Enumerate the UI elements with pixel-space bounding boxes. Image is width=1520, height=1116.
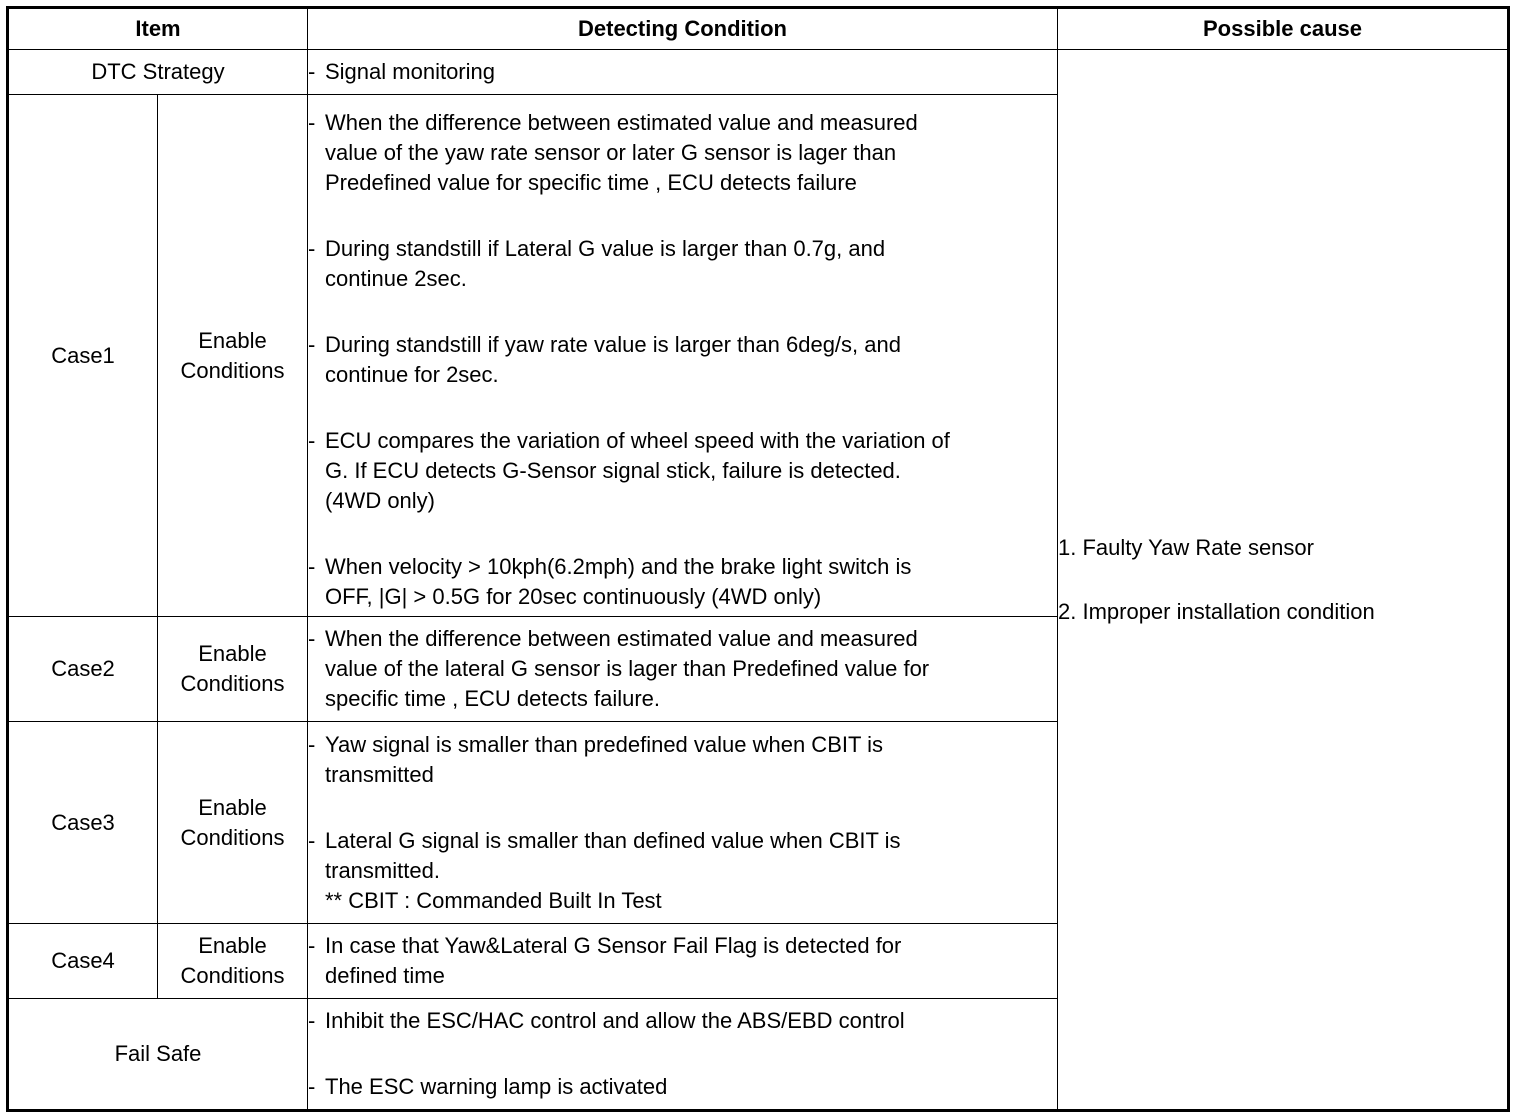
- sub-label-line: Conditions: [180, 671, 285, 696]
- enable-conditions-label: [158, 617, 308, 722]
- condition-text: Yaw signal is smaller than predefined value when CBIT is transmitted: [325, 731, 884, 787]
- condition-text: When velocity > 10kph(6.2mph) and the brake light switch is OFF, |G| > 0.5G for 20sec continuously (4WD only): [325, 553, 912, 609]
- condition-text: Signal monitoring: [325, 59, 495, 84]
- condition-text: When the difference between estimated value and measured value of the lateral G sensor is lager than Predefined value for specific time , ECU detects failure.: [325, 626, 930, 711]
- condition-item: [308, 1072, 1057, 1102]
- case-label: Case3: [8, 722, 158, 924]
- case-label: Case1: [8, 95, 158, 617]
- bullet-dash: -: [308, 59, 316, 84]
- possible-cause-item: 1. Faulty Yaw Rate sensor: [1058, 534, 1314, 560]
- enable-conditions-label: [158, 924, 308, 999]
- bullet-dash: -: [308, 427, 316, 453]
- bullet-dash: -: [308, 109, 316, 135]
- condition-item: [308, 426, 1057, 516]
- bullet-dash: -: [308, 235, 316, 261]
- fail-safe-conditions: [308, 999, 1058, 1111]
- condition-text: During standstill if Lateral G value is larger than 0.7g, and continue 2sec.: [325, 235, 886, 291]
- dtc-strategy-conditions: [308, 50, 1058, 95]
- condition-text: Lateral G signal is smaller than defined value when CBIT is transmitted. ** CBIT : Commanded Built In Test: [325, 827, 901, 913]
- case-label: Case2: [8, 617, 158, 722]
- fail-safe-label: Fail Safe: [8, 999, 308, 1111]
- condition-item: [308, 1006, 1057, 1036]
- condition-item: [308, 730, 1057, 790]
- enable-conditions-label: [158, 95, 308, 617]
- condition-item: [308, 330, 1057, 390]
- bullet-dash: -: [308, 553, 316, 579]
- header-possible-cause: Possible cause: [1058, 8, 1509, 50]
- condition-item: [308, 552, 1057, 612]
- bullet-dash: -: [308, 626, 316, 651]
- bullet-dash: -: [308, 933, 316, 958]
- condition-text: During standstill if yaw rate value is larger than 6deg/s, and continue for 2sec.: [325, 331, 901, 387]
- condition-item: [308, 931, 1057, 991]
- condition-text: ECU compares the variation of wheel speed with the variation of G. If ECU detects G-Sensor signal stick, failure is detected. (4WD only): [325, 427, 950, 513]
- bullet-dash: -: [308, 1008, 316, 1033]
- case2-conditions: [308, 617, 1058, 722]
- condition-item: [308, 826, 1057, 916]
- sub-label-line: Enable: [198, 794, 267, 820]
- enable-conditions-label: [158, 722, 308, 924]
- sub-label-line: Conditions: [180, 963, 285, 988]
- condition-text: In case that Yaw&Lateral G Sensor Fail Flag is detected for defined time: [325, 933, 902, 988]
- bullet-dash: -: [308, 731, 316, 757]
- table-row-dtc-strategy: [8, 50, 1509, 95]
- case1-conditions: [308, 95, 1058, 617]
- condition-item: [308, 57, 1057, 87]
- condition-item: [308, 624, 1057, 714]
- case-label: Case4: [8, 924, 158, 999]
- sub-label-line: Enable: [198, 641, 267, 666]
- condition-text: The ESC warning lamp is activated: [325, 1074, 668, 1099]
- case3-conditions: [308, 722, 1058, 924]
- bullet-dash: -: [308, 1074, 316, 1099]
- condition-item: [308, 234, 1057, 294]
- sub-label-line: Conditions: [180, 824, 285, 850]
- condition-text: Inhibit the ESC/HAC control and allow the ABS/EBD control: [325, 1008, 905, 1033]
- dtc-spec-table: [6, 6, 1510, 1112]
- sub-label-line: Conditions: [180, 357, 285, 383]
- bullet-dash: -: [308, 331, 316, 357]
- header-item: Item: [8, 8, 308, 50]
- possible-cause-cell: [1058, 50, 1509, 1111]
- possible-cause-item: 2. Improper installation condition: [1058, 598, 1375, 624]
- sub-label-line: Enable: [198, 327, 267, 353]
- header-detecting-condition: Detecting Condition: [308, 8, 1058, 50]
- case4-conditions: [308, 924, 1058, 999]
- sub-label-line: Enable: [198, 933, 267, 958]
- dtc-strategy-label: DTC Strategy: [8, 50, 308, 95]
- condition-item: [308, 108, 1057, 198]
- condition-text: When the difference between estimated value and measured value of the yaw rate sensor or later G sensor is lager than Predefined value for specific time , ECU detects failure: [325, 109, 918, 195]
- bullet-dash: -: [308, 827, 316, 853]
